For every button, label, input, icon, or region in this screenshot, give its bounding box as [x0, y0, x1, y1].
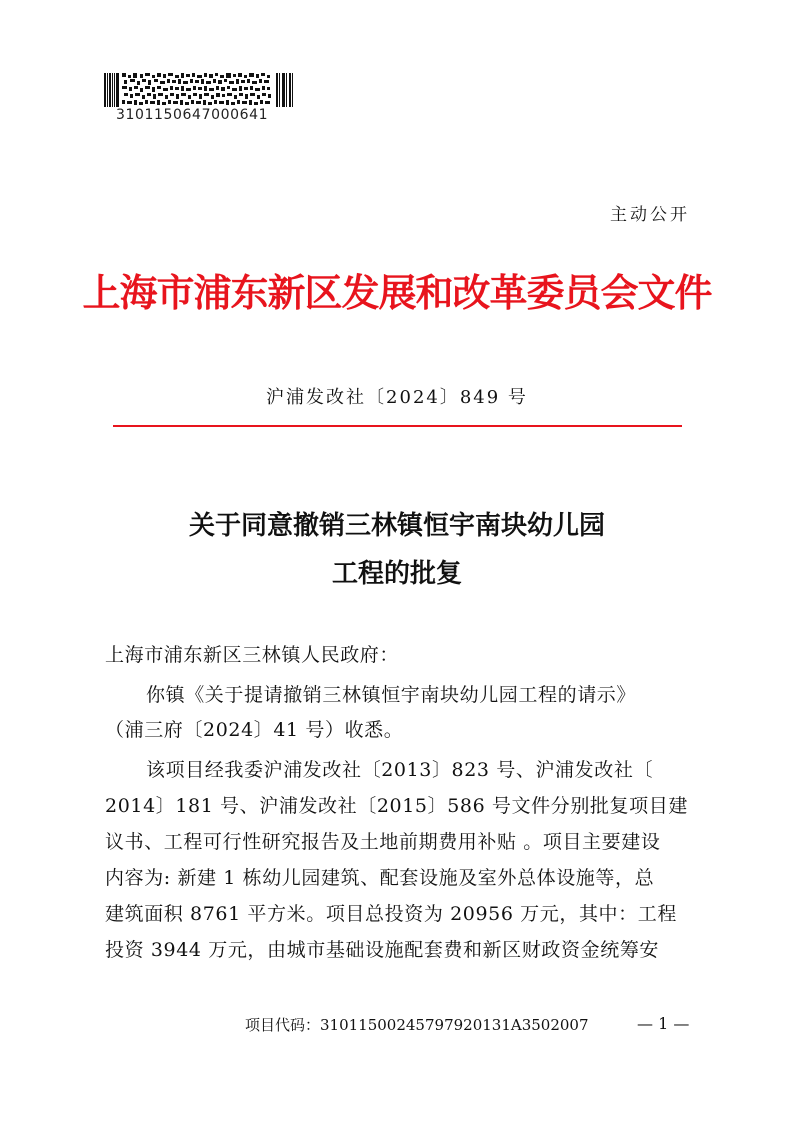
body-line: 2014〕181 号、沪浦发改社〔2015〕586 号文件分别批复项目建 — [105, 795, 688, 817]
body-line: 议书、工程可行性研究报告及土地前期费用补贴 。项目主要建设 — [105, 831, 661, 853]
body-line: 投资 3944 万元，由城市基础设施配套费和新区财政资金统筹安 — [105, 939, 660, 961]
addressee: 上海市浦东新区三林镇人民政府： — [105, 644, 400, 666]
body-line: 你镇《关于提请撤销三林镇恒宇南块幼儿园工程的请示》 — [146, 684, 637, 706]
body-line: 建筑面积 8761 平方米。项目总投资为 20956 万元，其中：工程 — [105, 903, 677, 925]
subject-title-line-2: 工程的批复 — [331, 559, 462, 589]
body-line: 该项目经我委沪浦发改社〔2013〕823 号、沪浦发改社〔 — [146, 759, 654, 781]
issuer-title: 上海市浦东新区发展和改革委员会文件 — [82, 270, 712, 315]
barcode — [104, 73, 294, 107]
page-number: — 1 — — [637, 1014, 690, 1033]
disclosure-label: 主动公开 — [610, 205, 690, 225]
project-code: 项目代码：3101150024579792013​1A3502007 — [245, 1016, 589, 1034]
body-line: （浦三府〔2024〕41 号）收悉。 — [105, 719, 404, 741]
document-number: 沪浦发改社〔2024〕849 号 — [266, 387, 528, 408]
body-line: 内容为: 新建 1 栋幼儿园建筑、配套设施及室外总体设施等，总 — [105, 867, 655, 889]
barcode-number: 3101150647000641 — [116, 107, 269, 123]
red-divider — [113, 425, 682, 427]
subject-title-line-1: 关于同意撤销三林镇恒宇南块幼儿园 — [188, 511, 605, 541]
